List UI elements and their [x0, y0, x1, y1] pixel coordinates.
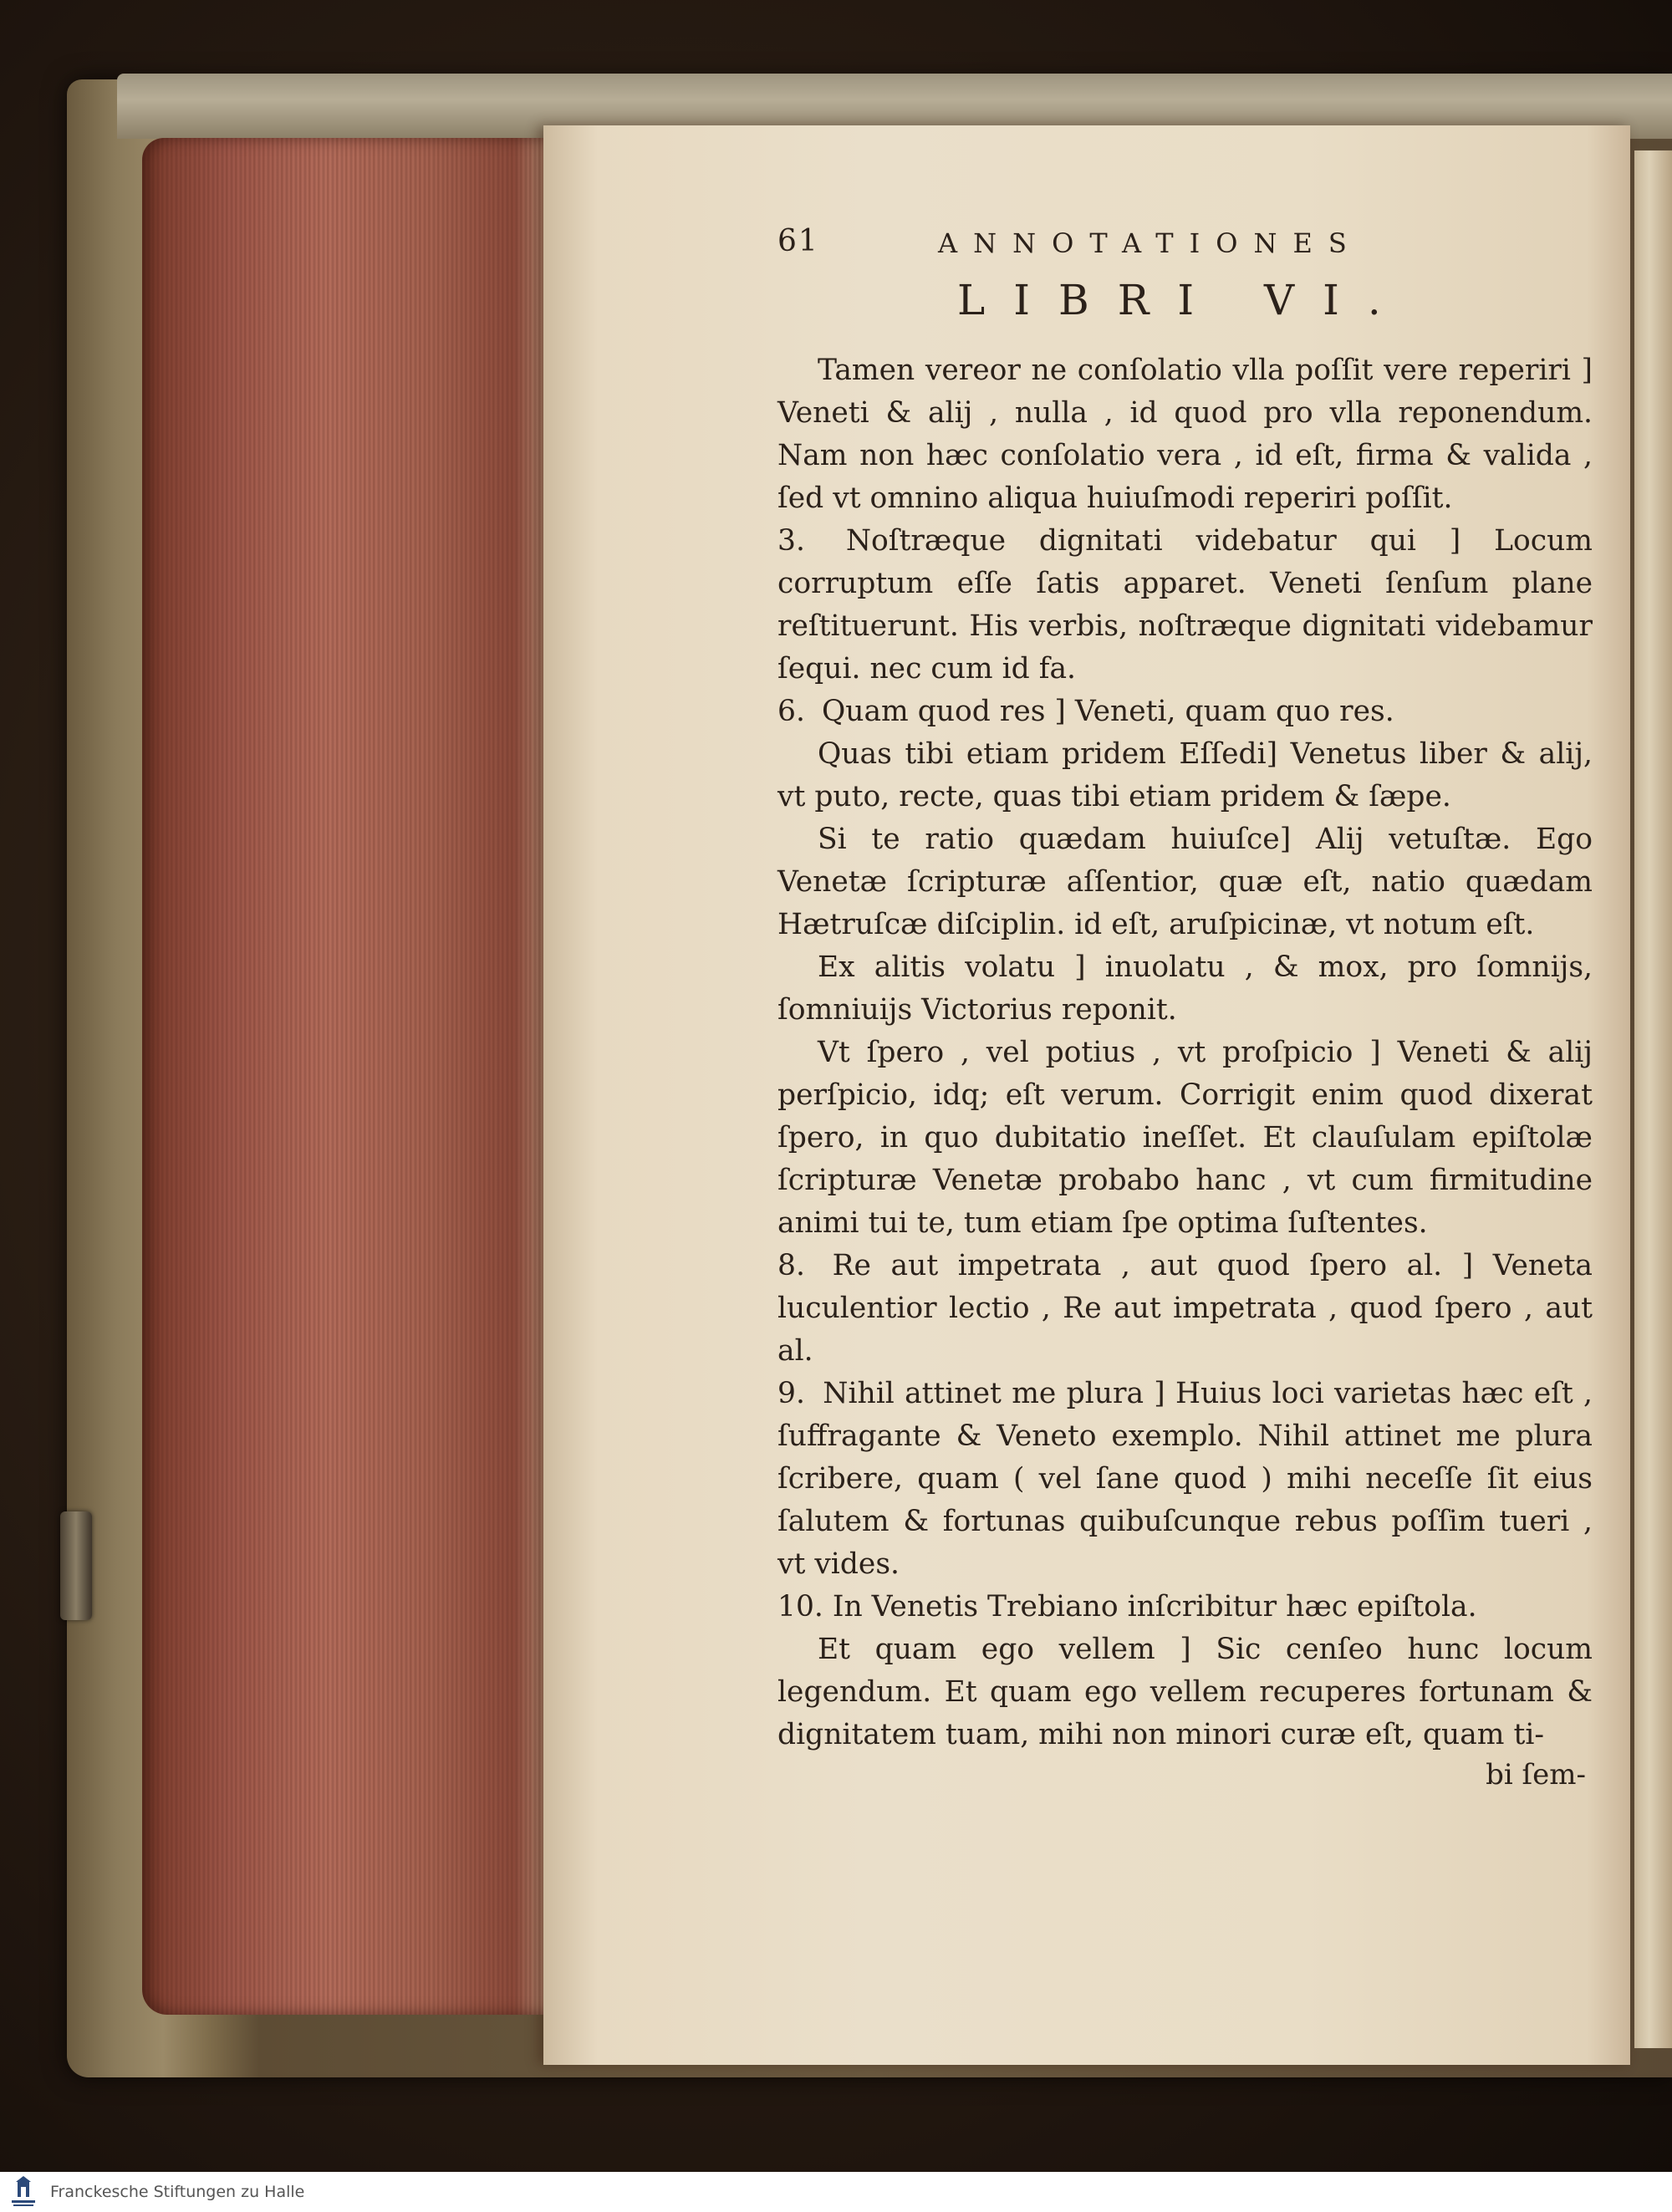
paragraph [777, 349, 1593, 520]
paragraph-text: Et quam ego vellem ] Sic cenſeo hunc locum legendum. Et quam ego vellem recuperes fortunam & dignitatem tuam, mihi non minori curæ eſt, quam ti- [777, 1633, 1593, 1751]
paragraph-text: In Venetis Trebiano inſcribitur hæc epiſtola. [832, 1590, 1477, 1623]
paragraph-text: Vt ſpero , vel potius , vt proſpicio ] Veneti & alij perſpicio, idq; eſt verum. Corrigit enim quod dixerat ſpero, in quo dubitatio ineſſet. Et clauſulam epiſtolæ ſcripturæ Venetæ probabo hanc , vt cum firmitudine animi tui te, tum etiam ſpe optima ſuſtentes. [777, 1036, 1593, 1240]
note-number: 6. [777, 695, 805, 728]
paragraph [777, 520, 1593, 691]
paragraph-text: Si te ratio quædam huiuſce] Alij vetuſtæ. Ego Venetæ ſcripturæ aſſentior, quæ eſt, natio quædam Hætruſcæ diſciplin. id eſt, aruſpicinæ, vt notum eſt. [777, 823, 1593, 941]
paragraph-text: Nihil attinet me plura ] Huius loci varietas hæc eſt , ſuffragante & Veneto exemplo. Nihil attinet me plura ſcribere, quam ( vel ſane quod ) mihi neceſſe ſit eius ſalutem & fortunas quibuſcunque rebus poſſim tueri , vt vides. [777, 1377, 1593, 1581]
book-title: LIBRI VI. [957, 276, 1409, 324]
page-header [777, 224, 1593, 264]
paragraph [777, 733, 1593, 818]
paragraph [777, 1373, 1593, 1586]
clasp [60, 1511, 92, 1620]
paragraph-text: Noſtræque dignitati videbatur qui ] Locum corruptum eſſe ſatis apparet. Veneti ſenſum plane reſtituerunt. His verbis, noſtræque dignitati videbamur ſequi. nec cum id fa. [777, 524, 1593, 686]
facing-page-edge [1634, 150, 1672, 2048]
paragraph [777, 1245, 1593, 1373]
note-number: 8. [777, 1249, 805, 1282]
note-number: 3. [777, 524, 805, 558]
paragraph [777, 1032, 1593, 1245]
paragraph [777, 946, 1593, 1032]
paragraph-text: Quas tibi etiam pridem Eſſedi] Venetus liber & alij, vt puto, recte, quas tibi etiam pridem & ſæpe. [777, 737, 1593, 813]
paragraph [777, 1586, 1593, 1628]
footer-bar [0, 2172, 1672, 2212]
institution-name: Franckesche Stiftungen zu Halle [50, 2183, 305, 2201]
institution-logo-icon [5, 2174, 42, 2210]
paragraph [777, 818, 1593, 946]
note-number: 10. [777, 1590, 823, 1623]
paragraph [777, 691, 1593, 733]
note-number: 9. [777, 1377, 805, 1410]
paragraph-text: Ex alitis volatu ] inuolatu , & mox, pro ſomnijs, ſomniuijs Victorius reponit. [777, 951, 1593, 1027]
catchword: bi ſem- [1486, 1758, 1586, 1792]
paragraph-text: Re aut impetrata , aut quod ſpero al. ] Veneta luculentior lectio , Re aut impetrata , quod ſpero , aut al. [777, 1249, 1593, 1368]
page-block-fore-edge [142, 138, 556, 2015]
paragraph-text: Tamen vereor ne conſolatio vlla poſſit vere reperiri ] Veneti & alij , nulla , id quod pro vlla reponendum. Nam non hæc conſolatio vera , id eſt, firma & valida , ſed vt omnino aliqua huiuſmodi reperiri poſſit. [777, 354, 1593, 515]
page-text [777, 224, 1593, 1793]
paragraph [777, 1628, 1593, 1756]
paragraph-text: Quam quod res ] Veneti, quam quo res. [821, 695, 1394, 728]
running-head: ANNOTATIONES [938, 227, 1363, 259]
page-number: 61 [777, 224, 819, 258]
